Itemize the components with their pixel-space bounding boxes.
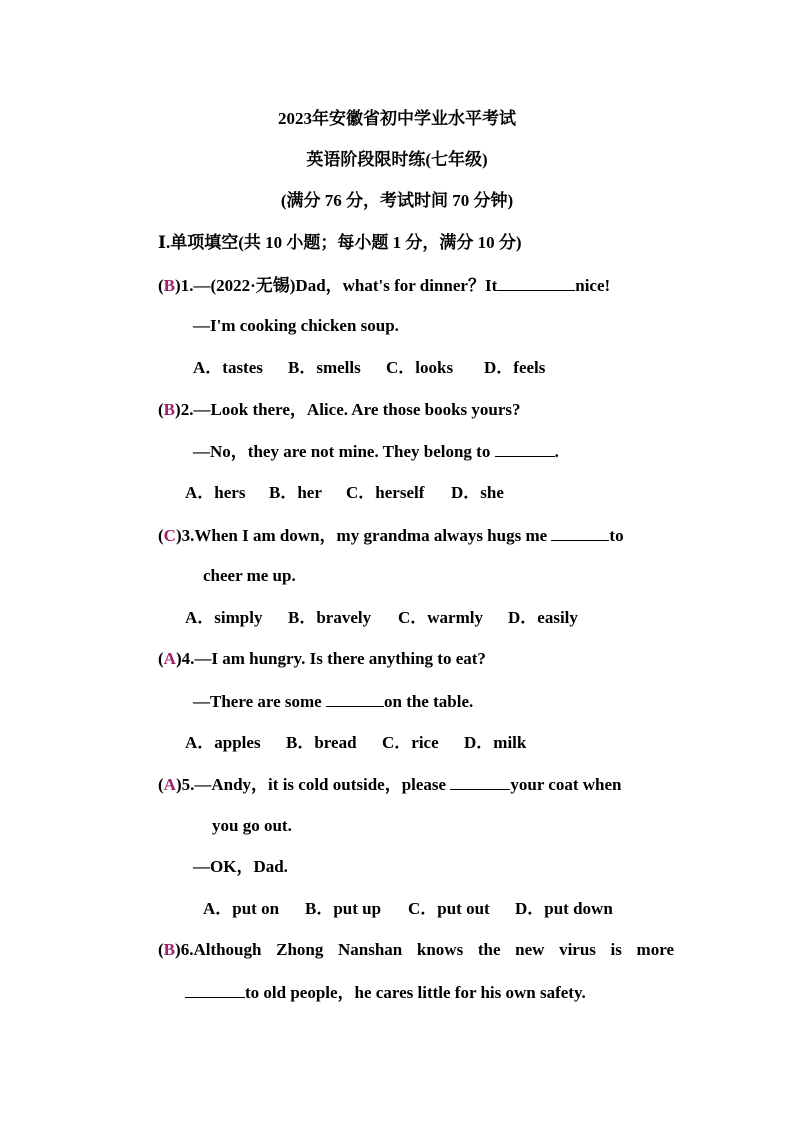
answer-blank bbox=[326, 691, 384, 707]
question-4-reply bbox=[193, 691, 473, 712]
question-stem-end: to old people，he cares little for his own safety. bbox=[245, 983, 586, 1002]
question-5-reply: —OK，Dad. bbox=[193, 857, 288, 876]
question-2-options bbox=[185, 483, 504, 503]
option-d: D．she bbox=[451, 483, 504, 502]
question-stem: —I am hungry. Is there anything to eat? bbox=[194, 649, 486, 668]
question-3-options bbox=[185, 608, 578, 628]
question-1-options bbox=[193, 358, 545, 378]
option-b: B．bravely bbox=[288, 608, 372, 627]
reply-end: on the table. bbox=[383, 692, 474, 711]
option-b: B．put up bbox=[305, 899, 382, 918]
question-stem-end: to bbox=[609, 526, 624, 545]
question-stem: When I am down，my grandma always hugs me bbox=[194, 526, 552, 545]
answer-letter: C bbox=[163, 526, 176, 545]
question-4: (A)4.—I am hungry. Is there anything to eat? bbox=[158, 649, 486, 668]
question-number: 2 bbox=[180, 400, 190, 419]
question-number: 4 bbox=[181, 649, 191, 668]
answer-letter: A bbox=[163, 775, 176, 794]
question-1-reply: —I'm cooking chicken soup. bbox=[193, 316, 399, 335]
question-stem-end: nice! bbox=[575, 276, 611, 295]
question-number: 3 bbox=[181, 526, 191, 545]
answer-blank bbox=[185, 982, 245, 998]
question-5-continuation: you go out. bbox=[212, 816, 292, 835]
question-stem: —Look there，Alice. Are those books yours? bbox=[193, 400, 521, 419]
question-2-reply bbox=[193, 441, 559, 462]
option-d: D．milk bbox=[464, 733, 527, 752]
option-c: C．warmly bbox=[398, 608, 483, 627]
question-stem: —Andy，it is cold outside，please bbox=[194, 775, 451, 794]
question-stem: Although Zhong Nanshan knows the new virus is more bbox=[193, 940, 674, 959]
option-a: A．apples bbox=[185, 733, 261, 752]
question-stem-end: your coat when bbox=[510, 775, 622, 794]
answer-letter: A bbox=[163, 649, 176, 668]
question-3: (C)3.When I am down，my grandma always hugs me to bbox=[158, 526, 624, 545]
question-number: 6 bbox=[180, 940, 190, 959]
question-2: (B)2.—Look there，Alice. Are those books yours? bbox=[158, 400, 521, 419]
option-a: A．hers bbox=[185, 483, 246, 502]
answer-letter: B bbox=[163, 940, 176, 959]
question-number: 1 bbox=[180, 276, 190, 295]
answer-letter: B bbox=[163, 400, 176, 419]
reply-end: . bbox=[554, 442, 559, 461]
option-d: D．feels bbox=[484, 358, 546, 377]
question-6: (B)6.Although Zhong Nanshan knows the new virus is more bbox=[158, 940, 674, 959]
answer-letter: B bbox=[163, 276, 176, 295]
section-heading: Ⅰ.单项填空(共 10 小题；每小题 1 分，满分 10 分) bbox=[158, 233, 522, 252]
exam-info: (满分 76 分，考试时间 70 分钟) bbox=[280, 191, 514, 210]
reply-text: —No，they are not mine. They belong to bbox=[193, 442, 495, 461]
option-c: C．looks bbox=[386, 358, 454, 377]
option-c: C．rice bbox=[382, 733, 439, 752]
reply-text: —There are some bbox=[193, 692, 326, 711]
option-a: A．tastes bbox=[193, 358, 263, 377]
answer-blank bbox=[450, 774, 510, 790]
option-b: B．her bbox=[269, 483, 322, 502]
option-a: A．simply bbox=[185, 608, 263, 627]
question-5: (A)5.—Andy，it is cold outside，please your coat when bbox=[158, 775, 622, 794]
question-5-options bbox=[203, 899, 613, 919]
answer-blank bbox=[497, 275, 575, 291]
answer-blank bbox=[551, 525, 609, 541]
question-1: (B)1.—(2022·无锡)Dad，what's for dinner？It nice! bbox=[158, 276, 611, 295]
option-d: D．put down bbox=[515, 899, 613, 918]
question-3-continuation: cheer me up. bbox=[203, 566, 296, 585]
option-b: B．smells bbox=[288, 358, 361, 377]
option-c: C．herself bbox=[346, 483, 425, 502]
option-c: C．put out bbox=[408, 899, 490, 918]
option-d: D．easily bbox=[508, 608, 578, 627]
question-4-options bbox=[185, 733, 526, 753]
question-number: 5 bbox=[181, 775, 191, 794]
question-stem: —(2022·无锡)Dad，what's for dinner？It bbox=[193, 276, 498, 295]
question-6-continuation bbox=[185, 982, 586, 1003]
exam-subtitle: 英语阶段限时练(七年级) bbox=[306, 150, 488, 169]
option-b: B．bread bbox=[286, 733, 357, 752]
option-a: A．put on bbox=[203, 899, 280, 918]
answer-blank bbox=[495, 441, 555, 457]
exam-title: 2023年安徽省初中学业水平考试 bbox=[278, 109, 516, 128]
